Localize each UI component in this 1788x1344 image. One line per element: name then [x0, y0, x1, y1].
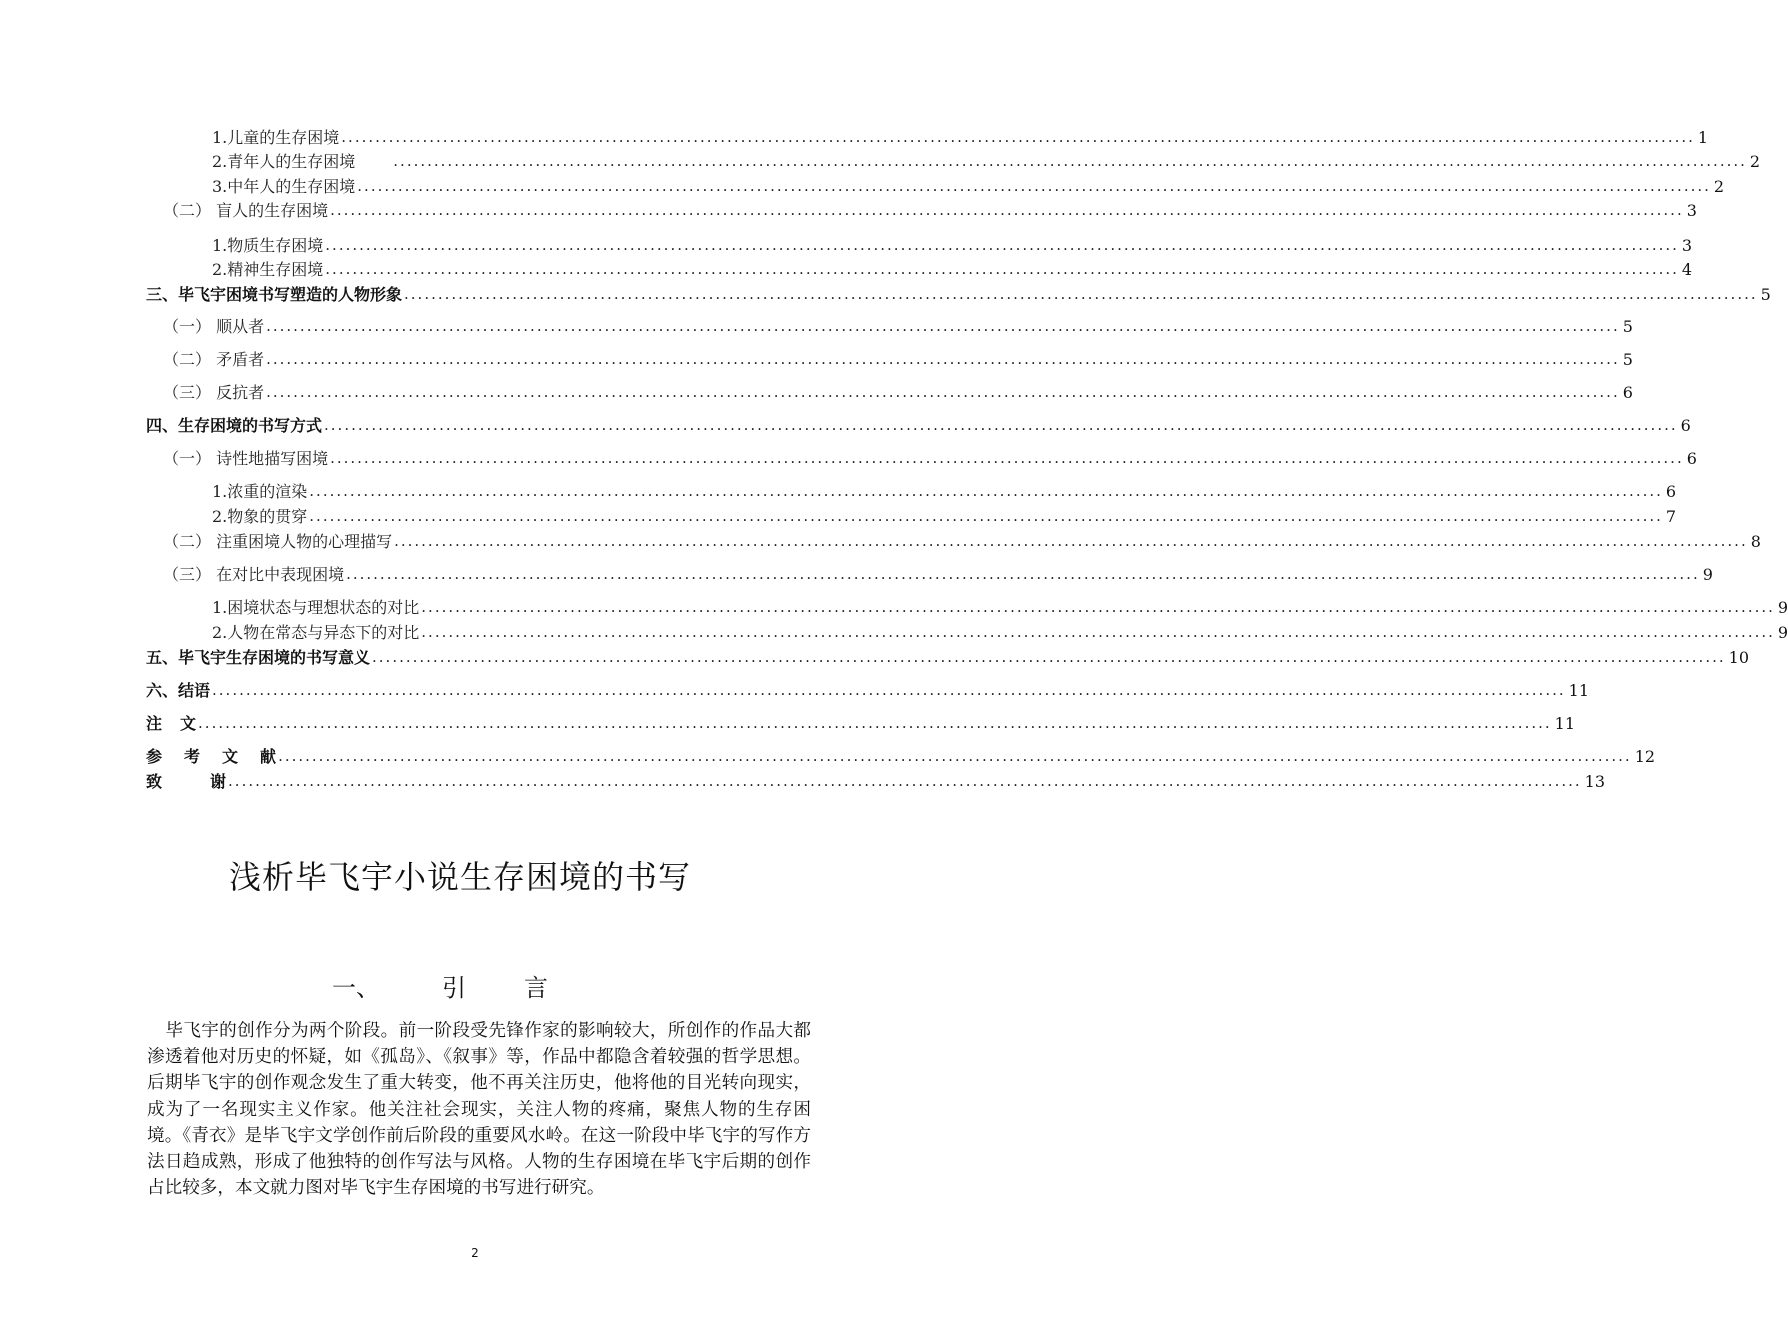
toc-page-number: 5 — [1622, 350, 1633, 369]
toc-entry-title: 三、毕飞宇困境书写塑造的人物形象 — [146, 285, 403, 304]
toc-leader-dots: ........................................................................................................................................................................................................ — [330, 449, 1684, 467]
toc-entry-title: （二） 盲人的生存困境 — [163, 201, 329, 220]
toc-entry-title: 2.精神生存困境 — [212, 260, 324, 279]
intro-paragraph — [147, 1018, 811, 1201]
toc-entry-title: 六、结语 — [146, 681, 211, 700]
toc-entry-title: 2.人物在常态与异态下的对比 — [212, 623, 420, 642]
toc-entry-title: （三） 反抗者 — [163, 383, 265, 402]
toc-entry[interactable] — [146, 770, 1606, 792]
toc-entry-title: 注 文 — [146, 714, 197, 733]
toc-entry[interactable] — [163, 563, 1713, 585]
toc-entry-title: 2.青年人的生存困境 — [212, 152, 356, 171]
toc-page-number: 13 — [1584, 772, 1606, 791]
toc-page-number: 3 — [1681, 236, 1693, 255]
toc-page-number: 2 — [1713, 177, 1725, 196]
toc-entry-title: （二） 矛盾者 — [163, 350, 265, 369]
toc-entry-title: 1.困境状态与理想状态的对比 — [212, 598, 420, 617]
toc-page-number: 6 — [1622, 383, 1633, 402]
toc-page-number: 2 — [1749, 152, 1761, 171]
toc-page-number: 7 — [1665, 507, 1677, 526]
toc-page-number: 9 — [1777, 623, 1788, 642]
toc-leader-dots: ........................................................................................................................................................................................................ — [325, 236, 1679, 254]
toc-page-number: 4 — [1681, 260, 1693, 279]
toc-page-number: 6 — [1686, 449, 1697, 468]
section-heading — [0, 968, 880, 1003]
toc-leader-dots: ........................................................................................................................................................................................................ — [228, 772, 1582, 790]
page-number: 2 — [471, 1246, 479, 1260]
toc-leader-dots: ........................................................................................................................................................................................................ — [309, 482, 1663, 500]
intro-paragraph-text: 毕飞宇的创作分为两个阶段。前一阶段受先锋作家的影响较大，所创作的作品大都渗透着他对历史的怀疑，如《孤岛》、《叙事》等，作品中都隐含着较强的哲学思想。后期毕飞宇的创作观念发生了重大转变，他不再关注历史，他将他的目光转向现实，成为了一名现实主义作家。他关注社会现实，关注人物的疼痛，聚焦人物的生存困境。《青衣》是毕飞宇文学创作前后阶段的重要风水岭。在这一阶段中毕飞宇的写作方法日趋成熟，形成了他独特的创作写法与风格。人物的生存困境在毕飞宇后期的创作占比较多，本文就力图对毕飞宇生存困境的书写进行研究。 — [147, 1021, 811, 1199]
toc-page-number: 11 — [1568, 681, 1589, 700]
toc-entry-title: （二） 注重困境人物的心理描写 — [163, 532, 393, 551]
section-title: 引 言 — [442, 974, 548, 1002]
toc-leader-dots: ........................................................................................................................................................................................................ — [309, 507, 1663, 525]
toc-entry[interactable] — [212, 480, 1677, 502]
toc-leader-dots: ........................................................................................................................................................................................................ — [266, 317, 1620, 335]
toc-entry-title: 参 考 文 献 — [146, 747, 277, 766]
toc-page-number: 6 — [1665, 482, 1677, 501]
toc-leader-dots: ........................................................................................................................................................................................................ — [266, 383, 1620, 401]
section-number: 一、 — [332, 974, 380, 1002]
toc-entry[interactable] — [163, 315, 1633, 337]
toc-leader-dots: ........................................................................................................................................................................................................ — [266, 350, 1620, 368]
toc-entry-title: 四、生存困境的书写方式 — [146, 416, 323, 435]
toc-entry[interactable] — [212, 596, 1788, 618]
toc-page-number: 6 — [1680, 416, 1691, 435]
toc-entry[interactable] — [146, 679, 1589, 701]
toc-entry-title: 1.浓重的渲染 — [212, 482, 308, 501]
toc-leader-dots: ........................................................................................................................................................................................................ — [324, 416, 1678, 434]
toc-leader-dots: ........................................................................................................................................................................................................ — [394, 532, 1748, 550]
toc-entry-title: （三） 在对比中表现困境 — [163, 565, 345, 584]
toc-leader-dots: ........................................................................................................................................................................................................ — [198, 714, 1552, 732]
toc-entry[interactable] — [212, 621, 1788, 643]
toc-page-number: 1 — [1697, 128, 1709, 147]
toc-entry-title: 2.物象的贯穿 — [212, 507, 308, 526]
toc-entry[interactable] — [146, 745, 1656, 767]
toc-entry-title: 五、毕飞宇生存困境的书写意义 — [146, 648, 371, 667]
toc-entry-title: （一） 诗性地描写困境 — [163, 449, 329, 468]
toc-leader-dots: ........................................................................................................................................................................................................ — [346, 565, 1700, 583]
toc-leader-dots: ........................................................................................................................................................................................................ — [404, 285, 1758, 303]
toc-entry[interactable] — [212, 234, 1693, 256]
toc-entry[interactable] — [163, 381, 1633, 403]
toc-leader-dots: ........................................................................................................................................................................................................ — [330, 201, 1684, 219]
toc-page-number: 8 — [1750, 532, 1761, 551]
toc-entry[interactable] — [146, 414, 1691, 436]
toc-page-number: 9 — [1777, 598, 1788, 617]
toc-entry[interactable] — [212, 505, 1677, 527]
toc-leader-dots: ........................................................................................................................................................................................................ — [421, 598, 1775, 616]
toc-entry-title: 1.物质生存困境 — [212, 236, 324, 255]
toc-entry[interactable] — [212, 126, 1709, 148]
toc-leader-dots: ........................................................................................................................................................................................................ — [421, 623, 1775, 641]
toc-page-number: 5 — [1622, 317, 1633, 336]
toc-leader-dots: ........................................................................................................................................................................................................ — [372, 648, 1726, 666]
toc-entry[interactable] — [212, 258, 1693, 280]
toc-entry[interactable] — [163, 447, 1697, 469]
toc-leader-dots: ........................................................................................................................................................................................................ — [393, 152, 1747, 170]
toc-entry[interactable] — [146, 712, 1576, 734]
toc-page-number: 3 — [1686, 201, 1697, 220]
toc-entry[interactable] — [212, 150, 1761, 172]
toc-entry[interactable] — [163, 199, 1697, 221]
toc-entry[interactable] — [212, 175, 1725, 197]
toc-leader-dots: ........................................................................................................................................................................................................ — [325, 260, 1679, 278]
toc-page-number: 11 — [1554, 714, 1576, 733]
toc-entry-title: （一） 顺从者 — [163, 317, 265, 336]
toc-page-number: 9 — [1702, 565, 1713, 584]
toc-entry[interactable] — [163, 530, 1761, 552]
toc-entry[interactable] — [163, 348, 1633, 370]
toc-entry[interactable] — [146, 283, 1771, 305]
toc-leader-dots: ........................................................................................................................................................................................................ — [278, 747, 1632, 765]
toc-leader-dots: ........................................................................................................................................................................................................ — [341, 128, 1695, 146]
toc-leader-dots: ........................................................................................................................................................................................................ — [357, 177, 1711, 195]
toc-page-number: 10 — [1728, 648, 1749, 667]
toc-page-number: 12 — [1634, 747, 1656, 766]
toc-entry-title: 3.中年人的生存困境 — [212, 177, 356, 196]
toc-entry-title: 1.儿童的生存困境 — [212, 128, 340, 147]
toc-leader-dots: ........................................................................................................................................................................................................ — [212, 681, 1566, 699]
toc-page-number: 5 — [1760, 285, 1771, 304]
toc-entry[interactable] — [146, 646, 1749, 668]
main-title: 浅析毕飞宇小说生存困境的书写 — [228, 858, 691, 896]
toc-entry-title: 致 谢 — [146, 772, 227, 791]
